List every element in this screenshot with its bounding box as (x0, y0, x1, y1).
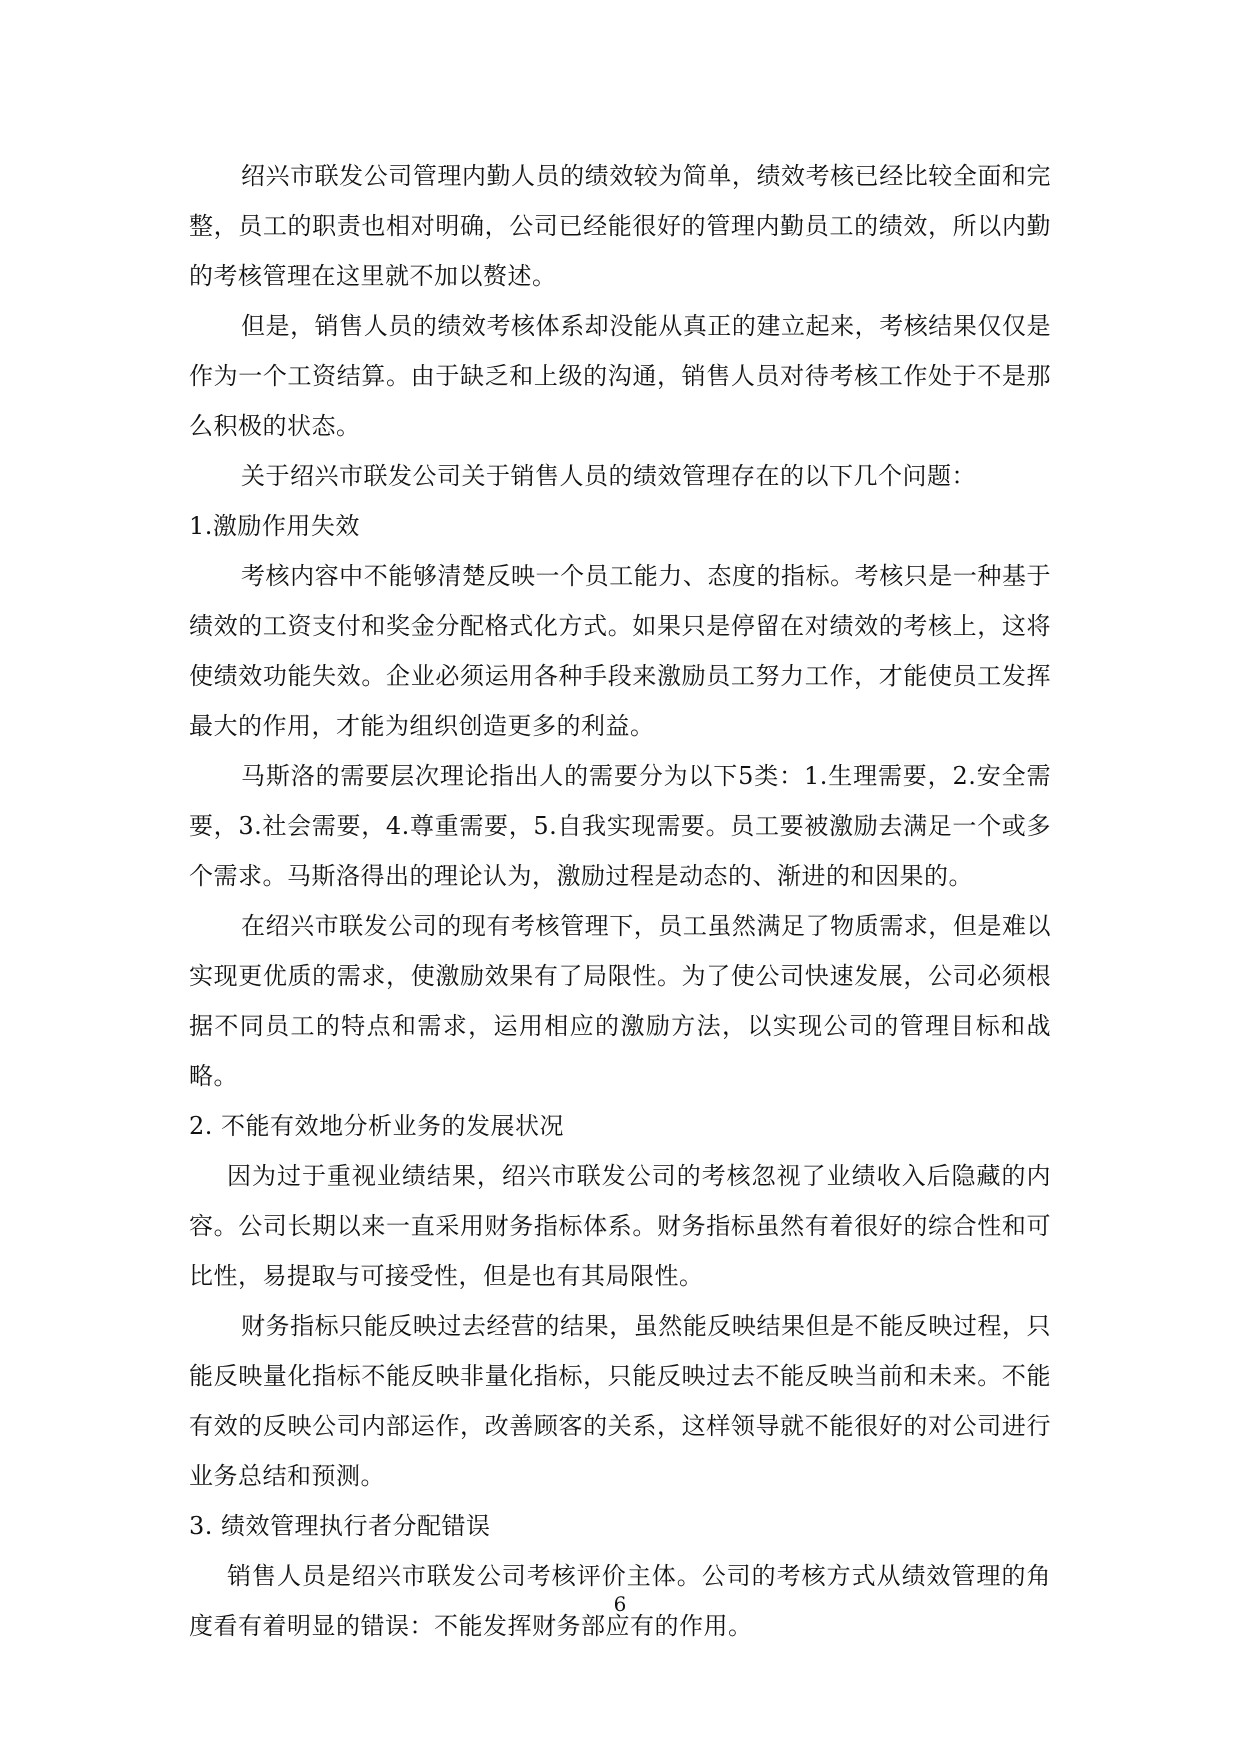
section-heading: 1.激励作用失效 (189, 512, 360, 540)
paragraph: 考核内容中不能够清楚反映一个员工能力、态度的指标。考核只是一种基于绩效的工资支付和奖金分配格式化方式。如果只是停留在对绩效的考核上，这将使绩效功能失效。企业必须运用各种手段来激励员工努力工作，才能使员工发挥最大的作用，才能为组织创造更多的利益。 (189, 562, 1051, 740)
paragraph: 财务指标只能反映过去经营的结果，虽然能反映结果但是不能反映过程，只能反映量化指标不能反映非量化指标，只能反映过去不能反映当前和未来。不能有效的反映公司内部运作，改善顾客的关系，这样领导就不能很好的对公司进行业务总结和预测。 (189, 1312, 1051, 1490)
paragraph: 但是，销售人员的绩效考核体系却没能从真正的建立起来，考核结果仅仅是作为一个工资结算。由于缺乏和上级的沟通，销售人员对待考核工作处于不是那么积极的状态。 (189, 312, 1051, 440)
paragraph: 马斯洛的需要层次理论指出人的需要分为以下5类：1.生理需要，2.安全需要，3.社会需要，4.尊重需要，5.自我实现需要。员工要被激励去满足一个或多个需求。马斯洛得出的理论认为，激励过程是动态的、渐进的和因果的。 (189, 762, 1051, 890)
paragraph: 绍兴市联发公司管理内勤人员的绩效较为简单，绩效考核已经比较全面和完整，员工的职责也相对明确，公司已经能很好的管理内勤员工的绩效，所以内勤的考核管理在这里就不加以赘述。 (189, 162, 1051, 290)
page-number: 6 (613, 1592, 627, 1616)
paragraph: 关于绍兴市联发公司关于销售人员的绩效管理存在的以下几个问题： (241, 462, 976, 490)
section-heading: 2. 不能有效地分析业务的发展状况 (189, 1112, 565, 1140)
paragraph: 在绍兴市联发公司的现有考核管理下，员工虽然满足了物质需求，但是难以实现更优质的需求，使激励效果有了局限性。为了使公司快速发展，公司必须根据不同员工的特点和需求，运用相应的激励方法，以实现公司的管理目标和战略。 (189, 912, 1051, 1090)
paragraph: 销售人员是绍兴市联发公司考核评价主体。公司的考核方式从绩效管理的角度看有着明显的错误：不能发挥财务部应有的作用。 (189, 1562, 1051, 1640)
section-heading: 3. 绩效管理执行者分配错误 (189, 1512, 491, 1540)
body-text (189, 151, 1051, 1651)
paragraph: 因为过于重视业绩结果，绍兴市联发公司的考核忽视了业绩收入后隐藏的内容。公司长期以来一直采用财务指标体系。财务指标虽然有着很好的综合性和可比性，易提取与可接受性，但是也有其局限性。 (189, 1162, 1051, 1290)
